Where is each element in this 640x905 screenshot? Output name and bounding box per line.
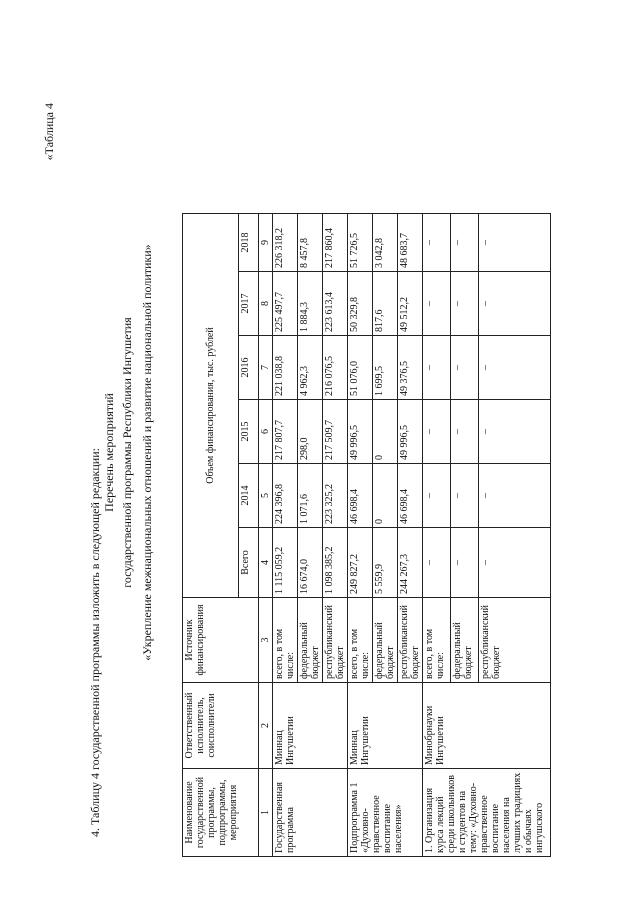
cell-2018: 226 318,2 <box>273 214 298 272</box>
cell-2017: 817,6 <box>373 272 398 336</box>
header-total: Всего <box>239 528 259 598</box>
colnum: 7 <box>259 336 273 400</box>
title-line-1: Перечень мероприятий <box>102 393 116 512</box>
colnum: 3 <box>259 598 273 683</box>
table-row <box>423 214 451 857</box>
cell-2018: 217 860,4 <box>323 214 348 272</box>
cell-2016: – <box>423 336 451 400</box>
cell-2014: 223 325,2 <box>323 464 348 528</box>
cell-2015: – <box>423 400 451 464</box>
title-line-3: «Укрепление межнациональных отношений и развитие национальной политики» <box>140 244 154 661</box>
cell-2017: 49 512,2 <box>398 272 423 336</box>
cell-2014: 1 071,6 <box>298 464 323 528</box>
colnum: 8 <box>259 272 273 336</box>
row-source: республиканский бюджет <box>398 598 423 683</box>
colnum: 4 <box>259 528 273 598</box>
row-source: федеральный бюджет <box>298 598 323 683</box>
table-row <box>273 214 298 857</box>
cell-2016: – <box>479 336 551 400</box>
colnum: 5 <box>259 464 273 528</box>
header-volume: Объем финансирования, тыс. рублей <box>183 214 239 598</box>
row-source: всего, в том числе: <box>423 598 451 683</box>
cell-2016: 51 076,0 <box>348 336 373 400</box>
cell-2015: 217 509,7 <box>323 400 348 464</box>
cell-2018: – <box>423 214 451 272</box>
cell-2015: 49 996,5 <box>398 400 423 464</box>
cell-2016: – <box>451 336 479 400</box>
row-executor: Миннац Ингушетии <box>273 683 348 769</box>
row-executor: Минобрнауки Ингушетии <box>423 683 551 769</box>
cell-2017: 223 613,4 <box>323 272 348 336</box>
cell-2015: 298,0 <box>298 400 323 464</box>
header-2016: 2016 <box>239 336 259 400</box>
row-executor: Миннац Ингушетии <box>348 683 423 769</box>
cell-2017: – <box>423 272 451 336</box>
row-source: федеральный бюджет <box>373 598 398 683</box>
cell-2016: 49 376,5 <box>398 336 423 400</box>
table-row <box>348 214 373 857</box>
table-body <box>183 214 551 857</box>
row-source: всего, в том числе: <box>273 598 298 683</box>
cell-2016: 216 076,5 <box>323 336 348 400</box>
cell-total: – <box>451 528 479 598</box>
row-source: федеральный бюджет <box>451 598 479 683</box>
cell-2018: 3 042,8 <box>373 214 398 272</box>
cell-2017: 50 329,8 <box>348 272 373 336</box>
cell-2015: – <box>451 400 479 464</box>
cell-total: 5 559,9 <box>373 528 398 598</box>
table-number: «Таблица 4 <box>42 103 56 161</box>
cell-2015: 217 807,7 <box>273 400 298 464</box>
row-name: 1. Организация курса лекций среди школьников и студентов на тему: «Духовно-нравственное воспитание населения на лучших традициях и обычаях ингушского <box>423 769 551 857</box>
cell-2017: 225 497,7 <box>273 272 298 336</box>
cell-total: 1 115 059,2 <box>273 528 298 598</box>
colnum: 1 <box>259 769 273 857</box>
cell-2015: 0 <box>373 400 398 464</box>
header-2017: 2017 <box>239 272 259 336</box>
row-source: всего, в том числе: <box>348 598 373 683</box>
cell-2014: – <box>423 464 451 528</box>
title-line-2: государственной программы Республики Ингушетия <box>120 317 134 588</box>
measures-table <box>182 213 551 857</box>
cell-2018: – <box>451 214 479 272</box>
header-2014: 2014 <box>239 464 259 528</box>
cell-2016: 1 699,5 <box>373 336 398 400</box>
cell-total: – <box>479 528 551 598</box>
cell-total: – <box>423 528 451 598</box>
row-source: республиканский бюджет <box>479 598 551 683</box>
cell-2014: – <box>479 464 551 528</box>
cell-2017: 1 884,3 <box>298 272 323 336</box>
cell-2017: – <box>479 272 551 336</box>
header-row-1 <box>183 214 239 857</box>
row-name: Подпрограмма 1 «Духовно-нравственное воспитание населения» <box>348 769 423 857</box>
row-name: Государственная программа <box>273 769 348 857</box>
cell-total: 244 267,3 <box>398 528 423 598</box>
cell-2016: 221 038,8 <box>273 336 298 400</box>
cell-total: 249 827,2 <box>348 528 373 598</box>
cell-2015: 49 996,5 <box>348 400 373 464</box>
header-source: Источник финансирования <box>183 598 259 683</box>
colnum: 2 <box>259 683 273 769</box>
cell-2018: 8 457,8 <box>298 214 323 272</box>
cell-total: 1 098 385,2 <box>323 528 348 598</box>
cell-total: 16 674,0 <box>298 528 323 598</box>
cell-2018: – <box>479 214 551 272</box>
cell-2014: – <box>451 464 479 528</box>
header-2015: 2015 <box>239 400 259 464</box>
cell-2015: – <box>479 400 551 464</box>
header-2018: 2018 <box>239 214 259 272</box>
row-source: республиканский бюджет <box>323 598 348 683</box>
intro-text: 4. Таблицу 4 государственной программы изложить в следующей редакции: <box>88 448 102 837</box>
colnum: 9 <box>259 214 273 272</box>
cell-2014: 46 698,4 <box>348 464 373 528</box>
column-number-row <box>259 214 273 857</box>
cell-2014: 0 <box>373 464 398 528</box>
cell-2017: – <box>451 272 479 336</box>
cell-2018: 48 683,7 <box>398 214 423 272</box>
colnum: 6 <box>259 400 273 464</box>
cell-2014: 46 698,4 <box>398 464 423 528</box>
header-executor: Ответственный исполнитель, соисполнители <box>183 683 259 769</box>
cell-2014: 224 396,8 <box>273 464 298 528</box>
header-name: Наименование государственной программы, подпрограммы, мероприятия <box>183 769 259 857</box>
cell-2016: 4 962,3 <box>298 336 323 400</box>
cell-2018: 51 726,5 <box>348 214 373 272</box>
